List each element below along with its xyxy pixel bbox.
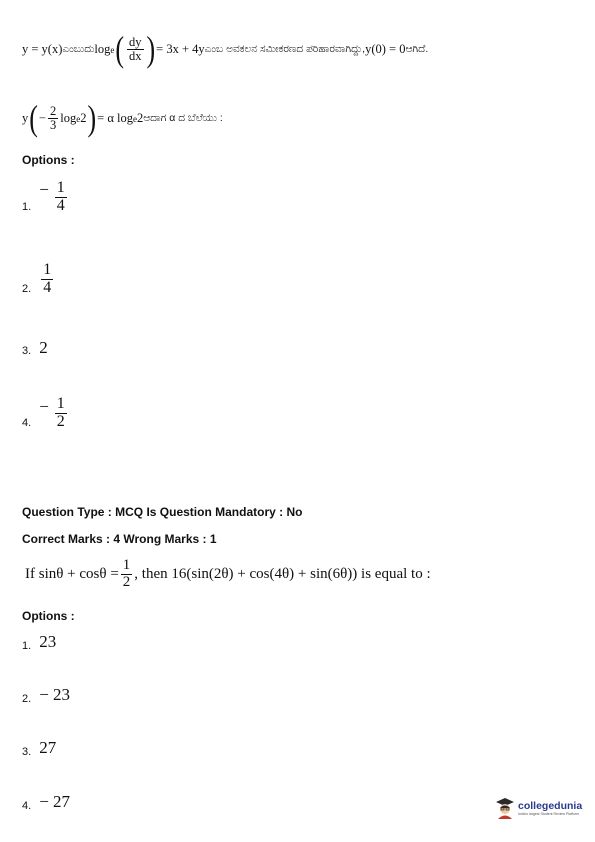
option-denominator: 4 xyxy=(43,278,52,296)
question1-stem-line1 xyxy=(22,28,429,70)
option-number: 3. xyxy=(22,746,32,758)
brand-tagline: India's largest Student Review Platform xyxy=(518,812,579,816)
q1-den-3: 3 xyxy=(49,118,57,133)
q1-dydx-fraction xyxy=(127,36,144,63)
option-number: 2. xyxy=(22,693,32,705)
q2-stem-a: If sinθ + cosθ = xyxy=(25,565,119,582)
q1-alpha-log-base: e xyxy=(132,113,137,124)
question1-stem-line2 xyxy=(22,97,223,139)
option-value: 27 xyxy=(39,738,57,757)
option-number: 3. xyxy=(22,345,32,357)
q1-log2: log xyxy=(60,111,77,126)
option-numerator: 1 xyxy=(56,179,65,196)
left-paren: ( xyxy=(115,28,124,70)
option-fraction xyxy=(55,396,67,431)
option-denominator: 4 xyxy=(56,196,65,214)
q1-two: 2 xyxy=(80,111,87,126)
q2-num: 1 xyxy=(122,557,131,573)
right-paren: ) xyxy=(87,97,97,139)
option-value: − 27 xyxy=(39,792,71,811)
option-denominator: 2 xyxy=(56,412,65,430)
q2-option-2[interactable] xyxy=(22,685,70,705)
brand-name: collegedunia xyxy=(518,800,583,812)
q1-kannada-c: ಆಗಿದೆ. xyxy=(405,43,429,56)
q2-den: 2 xyxy=(122,573,131,590)
left-paren: ( xyxy=(29,97,38,139)
q2-meta-type: Question Type : MCQ Is Question Mandatory : No xyxy=(22,505,303,519)
q2-stem-b: , then 16(sin(2θ) + cos(4θ) + sin(6θ)) is equal to : xyxy=(134,565,431,582)
q1-option-4[interactable] xyxy=(22,396,69,431)
collegedunia-logo xyxy=(495,795,585,821)
q2-half-fraction xyxy=(121,558,133,591)
q1-dy: dy xyxy=(129,35,142,49)
q1-kannada-d: ಆದಾಗ α ದ ಬೆಲೆಯು : xyxy=(143,112,223,125)
option-sign: − xyxy=(39,180,49,200)
q1-option-2[interactable] xyxy=(22,262,55,297)
q1-eq-alpha: = α log xyxy=(97,111,133,126)
q1-y: y xyxy=(22,111,29,126)
q1-log-base: e xyxy=(110,44,115,55)
option-value: 23 xyxy=(39,632,57,651)
q2-options-label: Options : xyxy=(22,609,75,623)
option-number: 1. xyxy=(22,640,32,652)
option-value: 2 xyxy=(39,338,48,357)
q1-option-3[interactable] xyxy=(22,338,48,358)
question2-stem xyxy=(25,558,431,591)
q1-kannada-b: ಎಂಬ ಅವಕಲನ ಸಮೀಕರಣದ ಪರಿಹಾರವಾಗಿದ್ದು, xyxy=(204,43,366,56)
option-value: − 23 xyxy=(39,685,71,704)
q2-option-1[interactable] xyxy=(22,632,56,652)
q1-lhs: y = y(x) xyxy=(22,42,63,57)
q1-kannada-a: ಎಂಬುದು xyxy=(62,43,95,56)
q1-log2-base: e xyxy=(76,113,81,124)
q1-condition: y(0) = 0 xyxy=(365,42,406,57)
q1-dx: dx xyxy=(129,49,142,64)
q1-minus: − xyxy=(38,111,46,126)
option-number: 4. xyxy=(22,800,32,812)
option-numerator: 1 xyxy=(43,261,52,278)
option-number: 1. xyxy=(22,200,32,213)
option-numerator: 1 xyxy=(56,395,65,412)
q2-option-4[interactable] xyxy=(22,792,70,812)
q2-meta-marks: Correct Marks : 4 Wrong Marks : 1 xyxy=(22,532,217,546)
option-number: 2. xyxy=(22,282,32,295)
q2-option-3[interactable] xyxy=(22,738,56,758)
q1-two-thirds-fraction xyxy=(48,105,58,132)
student-avatar-icon xyxy=(495,797,515,819)
q1-rhs: = 3x + 4y xyxy=(156,42,205,57)
option-number: 4. xyxy=(22,416,32,429)
q1-log: log xyxy=(94,42,111,57)
option-sign: − xyxy=(39,396,49,416)
option-fraction xyxy=(55,180,67,215)
q1-num-2: 2 xyxy=(49,104,57,118)
q1-option-1[interactable] xyxy=(22,180,69,215)
option-fraction xyxy=(41,262,53,297)
q1-two-b: 2 xyxy=(136,111,144,126)
right-paren: ) xyxy=(146,28,156,70)
q1-options-label: Options : xyxy=(22,153,75,167)
